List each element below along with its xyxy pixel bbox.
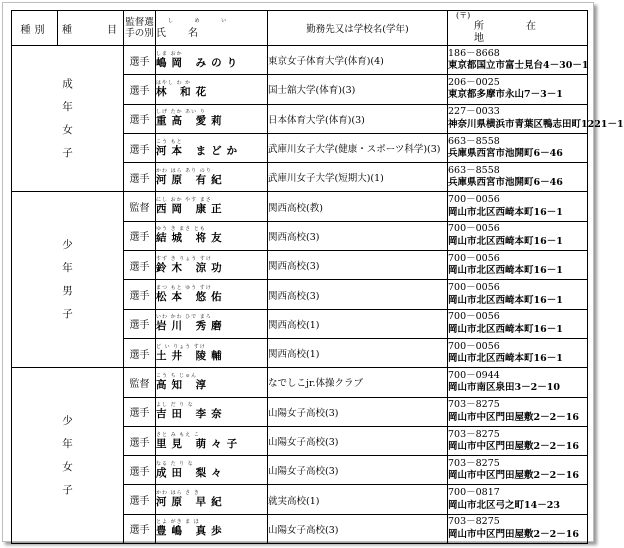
name-cell xyxy=(156,456,268,485)
document-frame xyxy=(2,2,624,542)
postal-code: 700－0817 xyxy=(448,487,500,499)
name-text: 吉田 李奈 xyxy=(156,408,227,421)
name-cell xyxy=(156,309,268,338)
name-text: 林 和花 xyxy=(156,85,212,98)
postal-code: 700－0056 xyxy=(448,194,500,206)
role-cell: 選手 xyxy=(124,309,156,338)
school-cell: 山陽女子高校(3) xyxy=(268,426,448,455)
header-row xyxy=(12,11,588,46)
role-cell: 監督 xyxy=(124,368,156,397)
name-ruby: ゆう き まさ とも xyxy=(156,226,206,233)
postal-code: 227－0033 xyxy=(448,106,500,118)
name-cell xyxy=(156,104,268,133)
group-label-char: 成 xyxy=(62,77,73,90)
role-cell: 選手 xyxy=(124,397,156,426)
address-cell xyxy=(448,192,588,221)
header-name xyxy=(156,11,268,46)
school-cell: 武庫川女子大学(短期大)(1) xyxy=(268,163,448,192)
name-ruby: なる た り な xyxy=(156,460,194,467)
street-address: 神奈川県横浜市青葉区鴨志田町1221－1 xyxy=(448,118,624,130)
role-cell: 選手 xyxy=(124,485,156,514)
address-cell xyxy=(448,46,588,75)
table-row xyxy=(12,192,588,221)
postal-code: 700－0056 xyxy=(448,223,500,235)
school-cell: 関西高校(3) xyxy=(268,221,448,250)
name-text: 岩川 秀磨 xyxy=(156,320,227,333)
postal-code: 700－0056 xyxy=(448,311,500,323)
postal-code: 703－8275 xyxy=(448,399,500,411)
name-cell xyxy=(156,221,268,250)
header-role xyxy=(124,11,156,46)
address-cell xyxy=(448,251,588,280)
header-name-ruby: し め い xyxy=(168,17,237,24)
street-address: 岡山市北区西崎本町16－1 xyxy=(448,206,563,218)
address-cell xyxy=(448,397,588,426)
role-cell: 選手 xyxy=(124,46,156,75)
header-zip-mark: (〒) xyxy=(456,11,471,20)
school-cell: 東京女子体育大学(体育)(4) xyxy=(268,46,448,75)
name-ruby: ど い りょう すけ xyxy=(156,343,206,350)
group-label xyxy=(12,192,124,368)
name-text: 河原 早紀 xyxy=(156,496,227,509)
name-cell xyxy=(156,133,268,162)
school-cell: 日本体育大学(体育)(3) xyxy=(268,104,448,133)
name-ruby: よし だ り な xyxy=(156,402,194,409)
roster-body xyxy=(12,46,624,544)
role-cell: 選手 xyxy=(124,133,156,162)
name-cell xyxy=(156,46,268,75)
name-ruby: しげ たか あい り xyxy=(156,109,206,116)
address-cell xyxy=(448,221,588,250)
postal-code: 186－8668 xyxy=(448,47,500,59)
postal-code: 206－0025 xyxy=(448,76,500,88)
role-cell: 選手 xyxy=(124,163,156,192)
group-label-char: 男 xyxy=(62,284,73,297)
role-cell: 選手 xyxy=(124,338,156,367)
name-cell xyxy=(156,485,268,514)
name-ruby: にし おか やす まさ xyxy=(156,197,212,204)
role-cell: 監督 xyxy=(124,192,156,221)
header-division: 種別 xyxy=(12,11,58,46)
name-ruby: かわ はら あり のり xyxy=(156,167,212,174)
name-cell xyxy=(156,397,268,426)
group-label-char: 年 xyxy=(62,100,73,113)
name-text: 河本 まどか xyxy=(156,144,243,157)
group-label-char: 子 xyxy=(62,307,73,320)
name-ruby: いわ かわ ひで まろ xyxy=(156,314,212,321)
name-ruby: さと み もえ こ xyxy=(156,431,200,438)
street-address: 岡山市北区西崎本町16－1 xyxy=(448,265,563,277)
postal-code: 663－8558 xyxy=(448,164,500,176)
postal-code: 663－8558 xyxy=(448,135,500,147)
role-cell: 選手 xyxy=(124,104,156,133)
address-cell xyxy=(448,75,588,104)
address-cell xyxy=(448,133,588,162)
street-address: 岡山市南区泉田3－2－10 xyxy=(448,382,560,394)
name-text: 成田 梨々 xyxy=(156,466,227,479)
header-role-line2: 手の別 xyxy=(125,28,154,39)
group-label-char: 女 xyxy=(62,123,73,136)
postal-code: 703－8275 xyxy=(448,516,500,528)
street-address: 岡山市中区門田屋敷2－2－16 xyxy=(448,411,579,423)
header-school: 勤務先又は学校名(学年) xyxy=(268,11,448,46)
table-row xyxy=(12,368,588,397)
school-cell: 武庫川女子大学(健康・スポーツ科学)(3) xyxy=(268,133,448,162)
name-ruby: はやし わ か xyxy=(156,79,192,86)
group-label-char: 女 xyxy=(62,460,73,473)
street-address: 岡山市北区西崎本町16－1 xyxy=(448,323,563,335)
group-label-char: 少 xyxy=(62,414,73,427)
address-cell xyxy=(448,338,588,367)
school-cell: 関西高校(1) xyxy=(268,309,448,338)
name-ruby: すず き りょう すけ xyxy=(156,255,212,262)
header-name-label: 氏名 xyxy=(156,27,220,39)
table-row xyxy=(12,46,588,75)
role-cell: 選手 xyxy=(124,280,156,309)
name-cell xyxy=(156,192,268,221)
name-ruby: こう もと xyxy=(156,138,183,145)
name-text: 嶋岡 みのり xyxy=(156,56,243,69)
name-ruby: かわ はら さ き xyxy=(156,490,200,497)
name-text: 結城 将友 xyxy=(156,232,227,245)
postal-code: 700－0056 xyxy=(448,252,500,264)
school-cell: 国士舘大学(体育)(3) xyxy=(268,75,448,104)
group-label-char: 子 xyxy=(62,483,73,496)
role-cell: 選手 xyxy=(124,426,156,455)
role-cell: 選手 xyxy=(124,221,156,250)
name-cell xyxy=(156,280,268,309)
name-text: 河原 有紀 xyxy=(156,173,227,186)
name-cell xyxy=(156,251,268,280)
address-cell xyxy=(448,514,588,543)
group-label xyxy=(12,368,124,544)
name-ruby: しま おか xyxy=(156,50,183,57)
street-address: 岡山市中区門田屋敷2－2－16 xyxy=(448,441,579,452)
group-label-char: 年 xyxy=(62,261,73,274)
name-cell xyxy=(156,514,268,543)
street-address: 岡山市中区門田屋敷2－2－16 xyxy=(448,470,579,482)
school-cell: 山陽女子高校(3) xyxy=(268,514,448,543)
street-address: 岡山市中区門田屋敷2－2－16 xyxy=(448,528,579,540)
roster-table xyxy=(11,10,624,544)
street-address: 岡山市北区西崎本町16－1 xyxy=(448,294,563,306)
group-label-char: 年 xyxy=(62,437,73,450)
name-text: 土井 陵輔 xyxy=(156,349,227,362)
role-cell: 選手 xyxy=(124,75,156,104)
postal-code: 700－0056 xyxy=(448,340,500,352)
name-ruby: とよ がき ま ほ xyxy=(156,519,200,526)
street-address: 岡山市北区弓之町14－23 xyxy=(448,499,560,511)
name-text: 豊嶋 真歩 xyxy=(156,525,227,538)
school-cell: 関西高校(1) xyxy=(268,338,448,367)
address-cell xyxy=(448,280,588,309)
school-cell: 山陽女子高校(3) xyxy=(268,456,448,485)
name-text: 高知 淳 xyxy=(156,378,212,391)
name-text: 重高 愛莉 xyxy=(156,115,227,128)
name-cell xyxy=(156,368,268,397)
name-text: 松本 悠佑 xyxy=(156,291,227,304)
street-address: 兵庫県西宮市池開町6－46 xyxy=(448,148,563,160)
name-cell xyxy=(156,163,268,192)
name-text: 里見 萌々子 xyxy=(156,437,243,450)
group-label-char: 少 xyxy=(62,238,73,251)
header-type-b: 目 xyxy=(107,24,117,36)
school-cell: なでしこjr.体操クラブ xyxy=(268,368,448,397)
group-label xyxy=(12,46,124,192)
role-cell: 選手 xyxy=(124,514,156,543)
role-cell: 選手 xyxy=(124,456,156,485)
header-role-line1: 監督選 xyxy=(125,17,154,28)
role-cell: 選手 xyxy=(124,251,156,280)
address-cell xyxy=(448,368,588,397)
header-address xyxy=(448,11,588,46)
name-ruby: こう ち じゅん xyxy=(156,372,198,379)
street-address: 岡山市北区西崎本町16－1 xyxy=(448,235,563,247)
address-cell xyxy=(448,163,588,192)
name-ruby: まつ もと ゆう すけ xyxy=(156,285,212,292)
postal-code: 703－8275 xyxy=(448,457,500,469)
name-text: 鈴木 涼功 xyxy=(156,261,227,274)
street-address: 東京都国立市富士見台4－30－1 xyxy=(448,60,589,72)
street-address: 東京都多摩市永山7－3－1 xyxy=(448,89,563,101)
school-cell: 関西高校(3) xyxy=(268,280,448,309)
address-cell xyxy=(448,456,588,485)
header-type xyxy=(58,11,124,46)
postal-code: 703－8275 xyxy=(448,428,500,440)
address-cell xyxy=(448,485,588,514)
header-type-a: 種 xyxy=(62,24,72,36)
street-address: 岡山市北区西崎本町16－1 xyxy=(448,353,563,365)
street-address: 兵庫県西宮市池開町6－46 xyxy=(448,177,563,189)
postal-code: 700－0944 xyxy=(448,369,500,381)
header-address-label: 所在地 xyxy=(474,21,578,44)
name-cell xyxy=(156,75,268,104)
school-cell: 関西高校(3) xyxy=(268,251,448,280)
postal-code: 700－0056 xyxy=(448,282,500,294)
name-cell xyxy=(156,426,268,455)
address-cell xyxy=(448,104,624,133)
name-text: 西岡 康正 xyxy=(156,203,227,216)
school-cell: 山陽女子高校(3) xyxy=(268,397,448,426)
group-label-char: 子 xyxy=(62,146,73,159)
address-cell xyxy=(448,309,588,338)
address-cell xyxy=(448,426,588,455)
name-cell xyxy=(156,338,268,367)
school-cell: 関西高校(教) xyxy=(268,192,448,221)
school-cell: 就実高校(1) xyxy=(268,485,448,514)
